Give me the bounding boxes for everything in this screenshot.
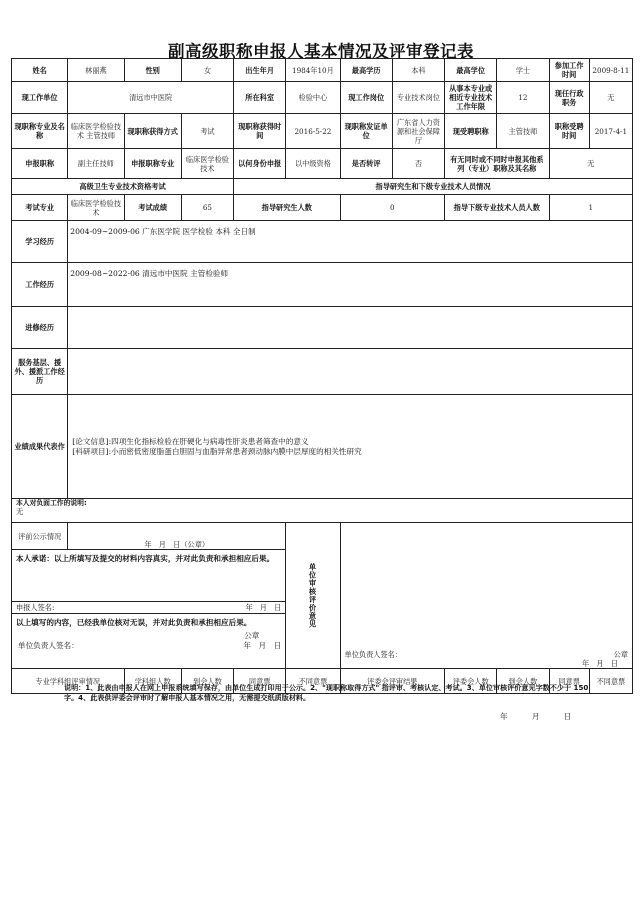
unit-review-date: 年 月 日 <box>582 659 618 668</box>
group-disagree-label: 不同意票 <box>286 669 340 694</box>
dept-value: 检验中心 <box>286 82 340 114</box>
committee-result-label: 评委会评审结果 <box>340 669 445 694</box>
application-row <box>12 149 633 179</box>
study-label: 学习经历 <box>12 221 68 263</box>
dept-label: 所在科室 <box>234 82 286 114</box>
committee-agree-label: 同意票 <box>549 669 589 694</box>
issuer-label: 现职称发证单位 <box>340 114 392 149</box>
study-value: 2004-09~2009-06 广东医学院 医学检验 本科 全日制 <box>68 221 633 263</box>
birth-value: 1984年10月 <box>286 59 340 82</box>
title-method-label: 现职称获得方式 <box>124 114 181 149</box>
other-series-value: 无 <box>549 149 632 179</box>
notes: 说明：1、此表由申报人在网上申报系统填写保存，由单位生成打印用于公示。2、"现职称取得方式" 指评审、考核认定、考试。3、单位审核评价意见字数不少于 150 字。4、此表供评委会评审时了解申报人基本情况之用，无需提交纸质版材料。 <box>64 683 589 703</box>
section-header-row <box>12 179 633 195</box>
achievement-item: [科研项目]:小而密低密度脂蛋白胆固与血脂异常患者颈动脉内膜中层厚度的相关性研究 <box>72 446 362 456</box>
unit-seal-block <box>343 650 630 659</box>
title-time-label: 现职称获得时间 <box>234 114 286 149</box>
service-row <box>12 349 633 395</box>
unit-verify-text: 以上填写的内容，已经我单位核对无误，并对此负责和承担相应后果。 <box>16 618 252 627</box>
title-method-value: 考试 <box>181 114 233 149</box>
degree-label: 最高学位 <box>445 59 497 82</box>
work-row <box>12 263 633 307</box>
achievements-value <box>68 395 633 499</box>
grad-count-value: 0 <box>340 195 445 221</box>
applicant-sign-cell <box>12 602 286 614</box>
publicity-row <box>12 523 633 550</box>
years-value: 12 <box>497 82 549 114</box>
applicant-sign-date: 年 月 日 <box>245 603 282 612</box>
pledge-text: 本人承诺：以上所填写及提交的材料内容真实，并对此负责和承担相应后果。 <box>16 554 275 563</box>
education-value: 本科 <box>392 59 444 82</box>
title-row <box>12 114 633 149</box>
exam-header: 高级卫生专业技术资格考试 <box>12 179 234 195</box>
achievements-label: 业绩成果代表作 <box>12 395 68 499</box>
training-value <box>68 307 633 349</box>
name-value: 林丽燕 <box>68 59 124 82</box>
transfer-label: 是否转评 <box>340 149 392 179</box>
training-row <box>12 307 633 349</box>
committee-members-label: 评委会人数 <box>445 669 497 694</box>
education-label: 最高学历 <box>340 59 392 82</box>
identity-label: 以何身份申报 <box>234 149 286 179</box>
committee-attendees-label: 到会人数 <box>497 669 549 694</box>
negative-label: 本人对负面工作的说明: <box>16 499 87 507</box>
gender-value: 女 <box>181 59 233 82</box>
negative-cell <box>12 499 633 523</box>
verify-date: 年 月 日 <box>243 640 282 650</box>
exam-score-value: 65 <box>181 195 233 221</box>
hired-title-value: 主管技师 <box>497 114 549 149</box>
verify-seal: 公章 <box>244 631 260 641</box>
unit-label: 现工作单位 <box>12 82 68 114</box>
other-series-label: 有无同时或不同时申报其他系列（专业）职称及其名称 <box>445 149 550 179</box>
junior-count-label: 指导下级专业技术人员人数 <box>445 195 550 221</box>
apply-title-label: 申报职称 <box>12 149 68 179</box>
work-label: 工作经历 <box>12 263 68 307</box>
years-label: 从事本专业或相近专业技术工作年限 <box>445 82 497 114</box>
issuer-value: 广东省人力资源和社会保障厅 <box>392 114 444 149</box>
footer-date: 年 月 日 <box>500 712 572 721</box>
verify-leader-sign: 单位负责人签名： <box>18 640 79 650</box>
group-attendees-label: 到会人数 <box>181 669 233 694</box>
exam-major-label: 考试专业 <box>12 195 68 221</box>
work-start-label: 参加工作时间 <box>549 59 589 82</box>
committee-disagree-label: 不同意票 <box>589 669 632 694</box>
exam-score-label: 考试成绩 <box>124 195 181 221</box>
service-value <box>68 349 633 395</box>
title-time-value: 2016-5-22 <box>286 114 340 149</box>
group-review-label: 专业学科组评审情况 <box>12 669 125 694</box>
grad-count-label: 指导研究生人数 <box>234 195 341 221</box>
unit-verify-cell <box>12 614 286 669</box>
exam-major-value: 临床医学检验技术 <box>68 195 124 221</box>
hired-title-label: 现受聘职称 <box>445 114 497 149</box>
junior-count-value: 1 <box>549 195 632 221</box>
guide-header: 指导研究生和下级专业技术人员情况 <box>234 179 633 195</box>
admin-post-value: 无 <box>589 82 632 114</box>
apply-major-label: 申报职称专业 <box>124 149 181 179</box>
transfer-value: 否 <box>392 149 444 179</box>
group-agree-label: 同意票 <box>234 669 286 694</box>
achievements-row <box>12 395 633 499</box>
birth-label: 出生年月 <box>234 59 286 82</box>
unit-value: 清远市中医院 <box>68 82 234 114</box>
basic-info-row <box>12 59 633 82</box>
study-row <box>12 221 633 263</box>
hired-time-label: 职称受聘时间 <box>549 114 589 149</box>
applicant-sign: 申报人签名: <box>16 603 55 612</box>
service-label: 服务基层、援外、援派工作经历 <box>12 349 68 395</box>
registration-form <box>11 58 633 694</box>
unit-leader-sign: 单位负责人签名： <box>344 650 403 659</box>
unit-seal: 公章 <box>613 650 628 659</box>
publicity-date: 年 月 日（公章） <box>68 523 286 550</box>
gender-label: 性别 <box>124 59 181 82</box>
apply-title-value: 副主任技师 <box>68 149 124 179</box>
name-label: 姓名 <box>12 59 68 82</box>
work-value: 2009-08~2022-06 清远市中医院 主管检验师 <box>68 263 633 307</box>
post-label: 现工作岗位 <box>340 82 392 114</box>
apply-major-value: 临床医学检验技术 <box>181 149 233 179</box>
workplace-row <box>12 82 633 114</box>
exam-guide-row <box>12 195 633 221</box>
admin-post-label: 现任行政职务 <box>549 82 589 114</box>
training-label: 进修经历 <box>12 307 68 349</box>
hired-time-value: 2017-4-1 <box>589 114 632 149</box>
unit-review-label: 单位审核评价意见 <box>286 523 340 669</box>
work-start-value: 2009-8-11 <box>589 59 632 82</box>
pledge-cell <box>12 550 286 602</box>
negative-value: 无 <box>16 507 24 517</box>
current-title-label: 现职称专业及名称 <box>12 114 68 149</box>
achievement-item: [论文信息]:四项生化指标检验在肝硬化与病毒性肝炎患者筛查中的意义 <box>72 437 309 447</box>
group-members-label: 学科组人数 <box>124 669 181 694</box>
negative-row <box>12 499 633 523</box>
current-title-value: 临床医学检验技术 主管技师 <box>68 114 124 149</box>
page-title: 副高级职称申报人基本情况及评审登记表 <box>168 42 474 61</box>
identity-value: 以中级资格 <box>286 149 340 179</box>
publicity-label: 评前公示情况 <box>12 523 68 550</box>
degree-value: 学士 <box>497 59 549 82</box>
unit-review-content <box>340 523 632 669</box>
post-value: 专业技术岗位 <box>392 82 444 114</box>
